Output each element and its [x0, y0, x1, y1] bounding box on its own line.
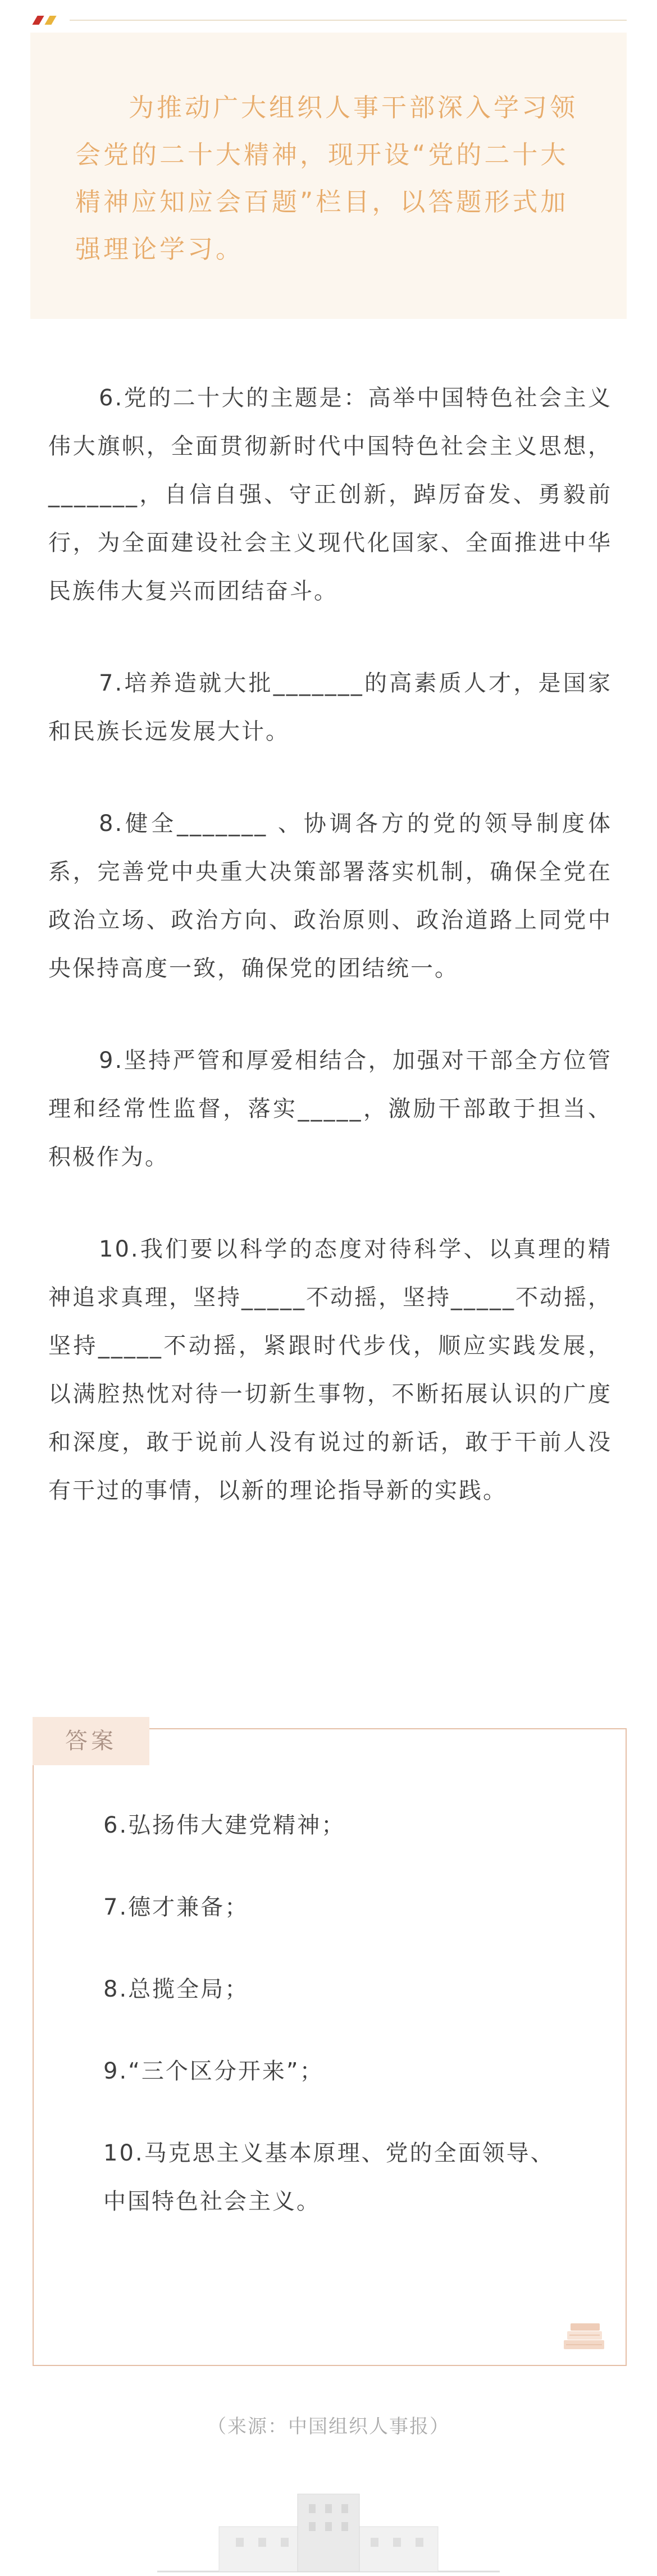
- source-credit: （来源：中国组织人事报）: [207, 2415, 450, 2438]
- question-9: 9.坚持严管和厚爱相结合，加强对干部全方位管理和经常性监督，落实_____，激励干部敢于担当、积极作为。: [48, 1048, 612, 1170]
- books-icon: [558, 2315, 612, 2355]
- answer-8: 8.总揽全局；: [103, 1976, 249, 2002]
- answer-10: 10.马克思主义基本原理、党的全面领导、 中国特色社会主义。: [103, 2140, 555, 2214]
- decoration-red-stripe: [32, 16, 44, 25]
- answer-label: 答案: [33, 1717, 149, 1765]
- intro-box: [30, 33, 627, 319]
- question-7: 7.培养造就大批_______的高素质人才，是国家和民族长远发展大计。: [48, 670, 612, 745]
- question-8: 8.健全_______ 、协调各方的党的领导制度体系，完善党中央重大决策部署落实机制，确保全党在政治立场、政治方向、政治原则、政治道路上同党中央保持高度一致，确保党的团结统一。: [48, 811, 612, 981]
- answer-9: 9.“三个区分开来”；: [103, 2058, 324, 2084]
- decoration-yellow-stripe: [44, 16, 56, 25]
- question-10: 10.我们要以科学的态度对待科学、以真理的精神追求真理，坚持_____不动摇，坚持_____不动摇，坚持_____不动摇，紧跟时代步伐，顺应实践发展，以满腔热忱对待一切新生事物，不断拓展认识的广度和深度，敢于说前人没有说过的新话，敢于干前人没有干过的事情，以新的理论指导新的实践。: [48, 1236, 612, 1504]
- answer-box: [33, 1728, 627, 2366]
- top-decoration: [30, 15, 627, 26]
- question-list: [48, 374, 612, 1559]
- building-icon: [157, 2487, 500, 2576]
- answer-6: 6.弘扬伟大建党精神；: [103, 1812, 346, 1838]
- answer-list: [103, 1801, 586, 2259]
- answer-7: 7.德才兼备；: [103, 1894, 249, 1920]
- question-6: 6.党的二十大的主题是：高举中国特色社会主义伟大旗帜，全面贯彻新时代中国特色社会主义思想，_______，自信自强、守正创新，踔厉奋发、勇毅前行，为全面建设社会主义现代化国家、全面推进中华民族伟大复兴而团结奋斗。: [48, 385, 612, 604]
- intro-text: 为推动广大组织人事干部深入学习领会党的二十大精神，现开设“党的二十大精神应知应会百题”栏目，以答题形式加强理论学习。: [75, 93, 578, 264]
- decoration-line: [70, 20, 627, 21]
